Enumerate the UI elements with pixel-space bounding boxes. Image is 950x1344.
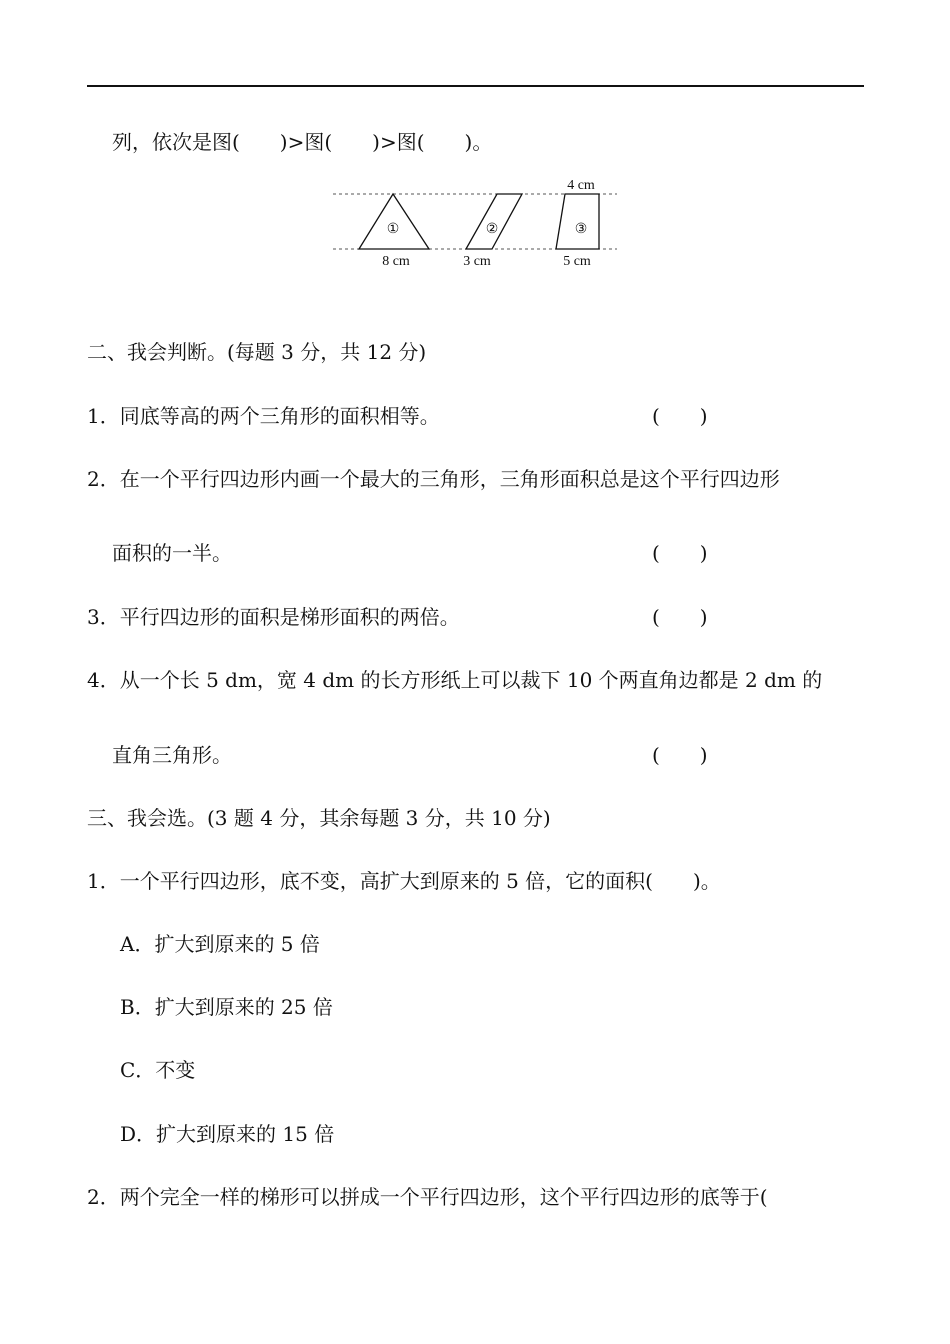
- option-b: B．扩大到原来的 25 倍: [120, 995, 333, 1019]
- triangle-base-label: 8 cm: [382, 254, 410, 269]
- judge-item-4: 4．从一个长 5 dm，宽 4 dm 的长方形纸上可以裁下 10 个两直角边都是 2 dm 的: [87, 668, 823, 692]
- shape-label-3: ③: [574, 222, 588, 237]
- option-a: A．扩大到原来的 5 倍: [120, 932, 320, 956]
- parallelogram-base-label: 3 cm: [463, 254, 491, 269]
- judge-item-2-cont: 面积的一半。: [112, 541, 232, 565]
- judge-item-2: 2．在一个平行四边形内画一个最大的三角形，三角形面积总是这个平行四边形: [87, 467, 780, 491]
- option-d: D．扩大到原来的 15 倍: [120, 1122, 335, 1146]
- section3-title: 三、我会选。(3 题 4 分，其余每题 3 分，共 10 分): [87, 806, 551, 830]
- judge-item-3: 3．平行四边形的面积是梯形面积的两倍。: [87, 605, 460, 629]
- answer-blank-3[interactable]: ( ): [652, 605, 708, 629]
- judge-item-1: 1．同底等高的两个三角形的面积相等。: [87, 404, 440, 428]
- section2-title: 二、我会判断。(每题 3 分，共 12 分): [87, 340, 427, 364]
- answer-blank-1[interactable]: ( ): [652, 404, 708, 428]
- shapes-figure: [0, 0, 950, 300]
- shape-label-1: ①: [386, 222, 400, 237]
- choice-question-2: 2．两个完全一样的梯形可以拼成一个平行四边形，这个平行四边形的底等于(: [87, 1185, 768, 1209]
- shape-label-2: ②: [485, 222, 499, 237]
- option-c: C．不变: [120, 1058, 196, 1082]
- answer-blank-4[interactable]: ( ): [652, 743, 708, 767]
- top-length-label: 4 cm: [567, 178, 595, 193]
- question-continuation: 列，依次是图( )>图( )>图( )。: [112, 130, 493, 154]
- choice-question-1: 1．一个平行四边形，底不变，高扩大到原来的 5 倍，它的面积( )。: [87, 869, 721, 893]
- judge-item-4-cont: 直角三角形。: [112, 743, 232, 767]
- trapezoid-base-label: 5 cm: [563, 254, 591, 269]
- answer-blank-2[interactable]: ( ): [652, 541, 708, 565]
